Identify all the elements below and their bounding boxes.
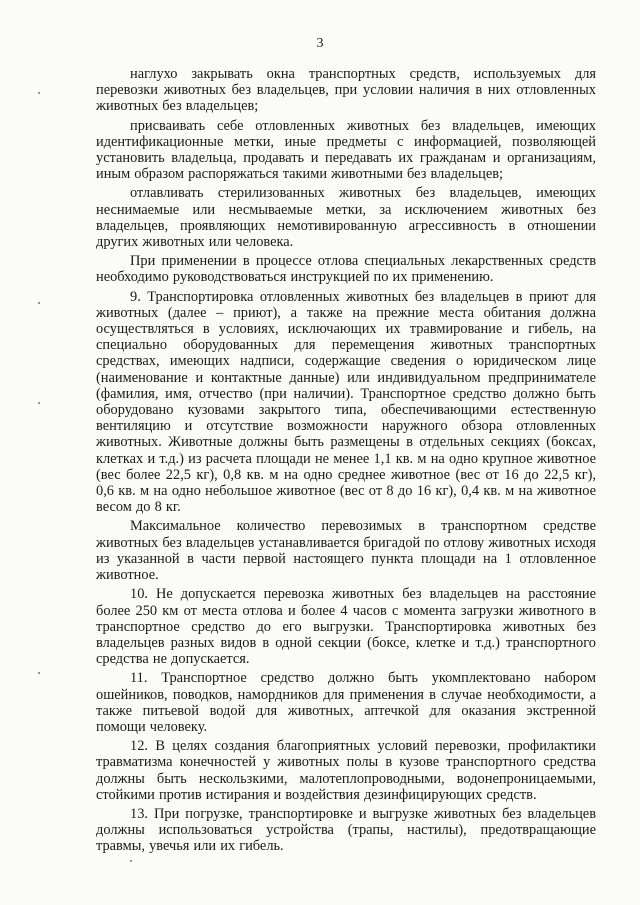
paragraph-2: присваивать себе отловленных животных без владельцев, имеющих идентификационные метки, иные предметы с информацией, позволяющей установить владельца, продавать и передавать их гражданам и организациям, иным образом распоряжаться такими животными без владельцев; — [96, 117, 596, 183]
paragraph-item-10: 10. Не допускается перевозка животных без владельцев на расстояние более 250 км от места отлова и более 4 часов с момента загрузки животного в транспортное средство до его выгрузки. Транспортировка животных без владельцев разных видов в одной секции (боксе, клетке и т.д.) транспортного средства не допускается. — [96, 586, 596, 668]
scan-speck — [38, 402, 40, 404]
scan-speck — [38, 302, 40, 304]
paragraph-1: наглухо закрывать окна транспортных средств, используемых для перевозки животных без владельцев, при условии наличия в них отловленных животных без владельцев; — [96, 66, 596, 115]
paragraph-max-quantity: Максимальное количество перевозимых в транспортном средстве животных без владельцев устанавливается бригадой по отлову животных исходя из указанной в части первой настоящего пункта площади на 1 отловленное животное. — [96, 518, 596, 584]
paragraph-item-13: 13. При погрузке, транспортировке и выгрузке животных без владельцев должны использоваться устройства (трапы, настилы), предотвращающие травмы, увечья или их гибель. — [96, 805, 596, 855]
paragraph-3: отлавливать стерилизованных животных без владельцев, имеющих неснимаемые или несмываемые метки, за исключением животных без владельцев, проявляющих немотивированную агрессивность в отношении других животных или человека. — [96, 185, 596, 251]
scan-speck — [38, 672, 40, 674]
paragraph-item-11: 11. Транспортное средство должно быть укомплектовано набором ошейников, поводков, намордников для применения в случае необходимости, а также питьевой водой для животных, аптечкой для оказания экстренной помощи человеку. — [96, 670, 596, 735]
scan-speck — [38, 92, 40, 94]
paragraph-item-12: 12. В целях создания благоприятных условий перевозки, профилактики травматизма конечностей у животных полы в кузове транспортного средства должны быть нескользкими, малотеплопроводными, водонепроницаемыми, стойкими против истирания и воздействия дезинфицирующих средств. — [96, 738, 596, 803]
paragraph-item-9: 9. Транспортировка отловленных животных без владельцев в приют для животных (далее – приют), а также на прежние места обитания должна осуществляться в условиях, исключающих их травмирование и гибель, на специально оборудованных для перемещения животных транспортных средствах, имеющих надписи, содержащие сведения о юридическом лице (наименование и контактные данные) или индивидуальном предпринимателе (фамилия, имя, отчество (при наличии). Транспортное средство должно быть оборудовано кузовами закрытого типа, обеспечивающими естественную вентиляцию и отсутствие возможности наружного обзора отловленных животных. Животные должны быть размещены в отдельных секциях (боксах, клетках и т.д.) из расчета площади не менее 1,1 кв. м на одно крупное животное (вес более 22,5 кг), 0,8 кв. м на одно среднее животное (вес от 16 до 22,5 кг), 0,6 кв. м на одно небольшое животное (вес от 8 до 16 кг), 0,4 кв. м на животное весом до 8 кг. — [96, 288, 596, 516]
paragraph-4: При применении в процессе отлова специальных лекарственных средств необходимо руководствоваться инструкцией по их применению. — [96, 253, 596, 286]
page-number: 3 — [316, 36, 324, 51]
scan-speck — [130, 860, 132, 862]
document-body — [96, 66, 596, 855]
